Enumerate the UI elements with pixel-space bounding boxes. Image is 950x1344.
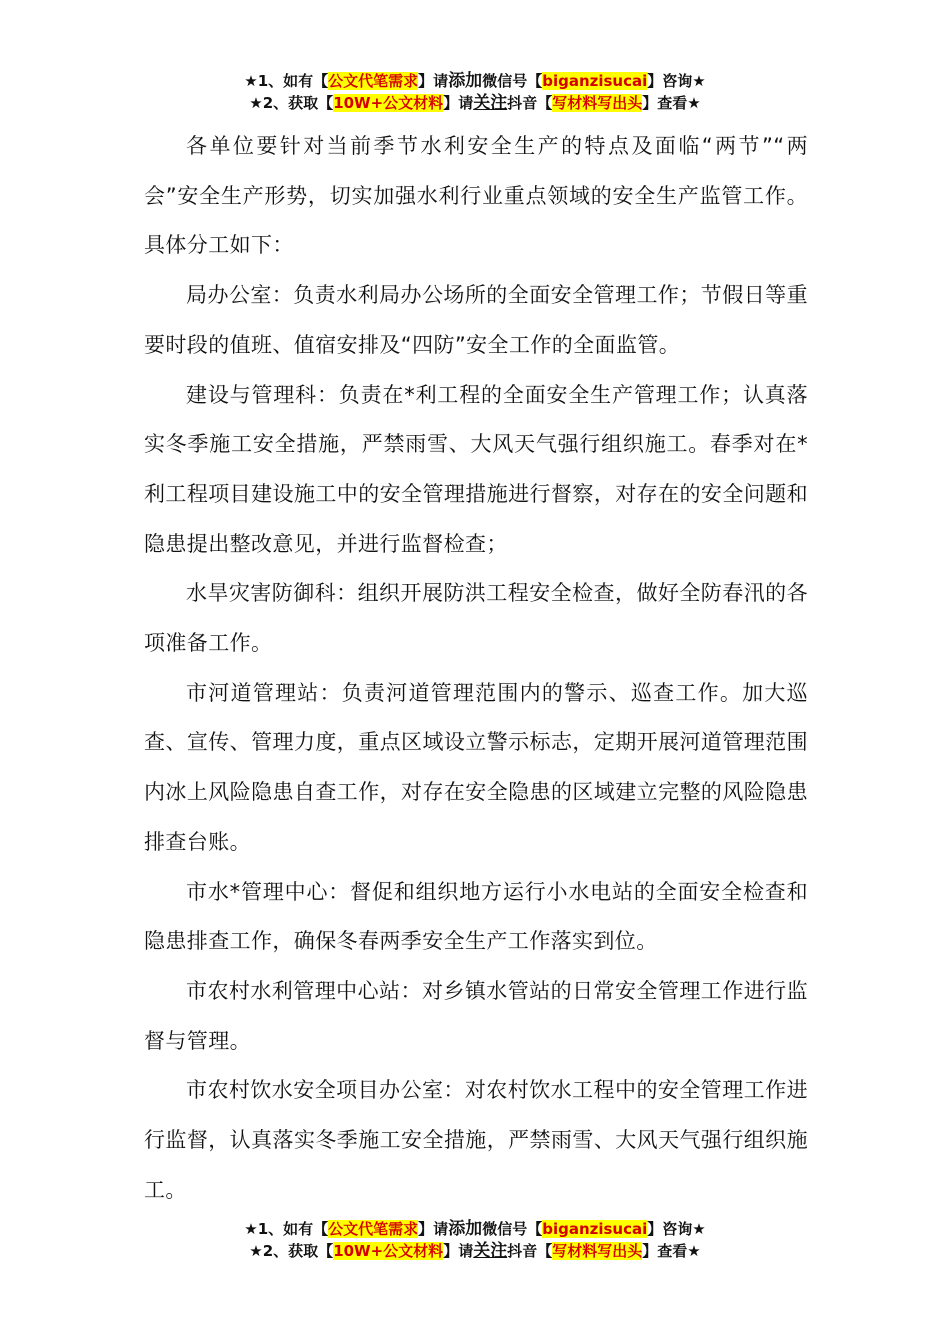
footer-banner	[0, 1218, 950, 1262]
banner-text: 2、获取【	[262, 1242, 334, 1260]
star-icon: ★	[244, 72, 258, 90]
banner-text: 】咨询	[647, 72, 693, 90]
banner-text: 抖音【	[507, 94, 553, 112]
emphasis-text: 添加	[448, 1219, 483, 1239]
banner-line-2	[0, 92, 950, 114]
document-body	[144, 122, 808, 1215]
paragraph: 各单位要针对当前季节水利安全生产的特点及面临“两节”“两会”安全生产形势，切实加强水利行业重点领域的安全生产监管工作。具体分工如下：	[144, 134, 808, 258]
banner-text: 微信号【	[482, 1220, 543, 1238]
emphasis-text: 添加	[448, 71, 483, 91]
highlight-text: biganzisucai	[542, 1220, 648, 1238]
highlight-text: 10W+公文材料	[333, 1242, 444, 1260]
star-icon: ★	[692, 72, 706, 90]
banner-text: 】查看	[642, 94, 688, 112]
banner-text: 1、如有【	[257, 1220, 329, 1238]
star-icon: ★	[687, 94, 701, 112]
paragraph: 市河道管理站：负责河道管理范围内的警示、巡查工作。加大巡查、宣传、管理力度，重点区域设立警示标志，定期开展河道管理范围内冰上风险隐患自查工作，对存在安全隐患的区域建立完整的风险隐患排查台账。	[144, 680, 808, 854]
banner-text: 微信号【	[482, 72, 543, 90]
paragraph: 市农村水利管理中心站：对乡镇水管站的日常安全管理工作进行监督与管理。	[144, 978, 808, 1053]
banner-text: 抖音【	[507, 1242, 553, 1260]
banner-line-1	[0, 70, 950, 92]
highlight-text: 写材料写出头	[552, 1242, 643, 1260]
banner-text: 】请	[418, 72, 449, 90]
banner-text: 1、如有【	[257, 72, 329, 90]
paragraph: 建设与管理科：负责在*利工程的全面安全生产管理工作；认真落实冬季施工安全措施，严禁雨雪、大风天气强行组织施工。春季对在*利工程项目建设施工中的安全管理措施进行督察，对存在的安全问题和隐患提出整改意见，并进行监督检查；	[144, 382, 808, 556]
highlight-text: 写材料写出头	[552, 94, 643, 112]
highlight-text: 10W+公文材料	[333, 94, 444, 112]
star-icon: ★	[249, 94, 263, 112]
banner-text: 】请	[418, 1220, 449, 1238]
star-icon: ★	[249, 1242, 263, 1260]
banner-text: 】查看	[642, 1242, 688, 1260]
star-icon: ★	[244, 1220, 258, 1238]
paragraph: 局办公室：负责水利局办公场所的全面安全管理工作；节假日等重要时段的值班、值宿安排及“四防”安全工作的全面监管。	[144, 283, 808, 357]
header-banner	[0, 70, 950, 114]
banner-text: 】请	[443, 1242, 474, 1260]
paragraph: 市水*管理中心：督促和组织地方运行小水电站的全面安全检查和隐患排查工作，确保冬春两季安全生产工作落实到位。	[144, 879, 808, 954]
paragraph: 市农村饮水安全项目办公室：对农村饮水工程中的安全管理工作进行监督，认真落实冬季施工安全措施，严禁雨雪、大风天气强行组织施工。	[144, 1078, 808, 1202]
highlight-text: 公文代笔需求	[328, 1220, 419, 1238]
banner-line-1	[0, 1218, 950, 1240]
banner-line-2	[0, 1240, 950, 1262]
emphasis-text: 关注	[473, 1241, 508, 1261]
banner-text: 】咨询	[647, 1220, 693, 1238]
banner-text: 2、获取【	[262, 94, 334, 112]
star-icon: ★	[692, 1220, 706, 1238]
emphasis-text: 关注	[473, 93, 508, 113]
banner-text: 】请	[443, 94, 474, 112]
highlight-text: biganzisucai	[542, 72, 648, 90]
highlight-text: 公文代笔需求	[328, 72, 419, 90]
star-icon: ★	[687, 1242, 701, 1260]
paragraph: 水旱灾害防御科：组织开展防洪工程安全检查，做好全防春汛的各项准备工作。	[144, 581, 808, 656]
